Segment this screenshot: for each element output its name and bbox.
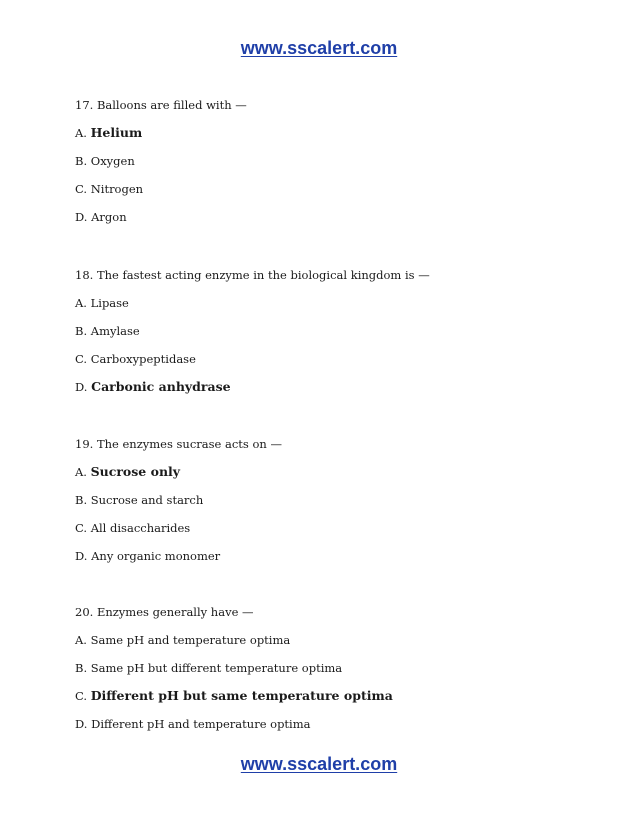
option-a <box>75 633 595 647</box>
footer-site-link[interactable]: www.sscalert.com <box>240 754 398 774</box>
option-prefix: A. <box>75 465 91 479</box>
option-text: All disaccharides <box>90 521 191 535</box>
question-17 <box>75 98 595 224</box>
option-prefix: C. <box>75 521 91 535</box>
option-text: Oxygen <box>90 154 135 168</box>
option-d <box>75 380 595 394</box>
option-b <box>75 324 595 338</box>
option-a <box>75 126 595 140</box>
option-c <box>75 352 595 366</box>
option-text: Different pH and temperature optima <box>91 717 311 731</box>
option-b <box>75 154 595 168</box>
header-site-link[interactable]: www.sscalert.com <box>240 38 398 58</box>
option-prefix: A. <box>75 296 91 310</box>
option-c <box>75 689 595 703</box>
option-text: Same pH but different temperature optima <box>90 661 343 675</box>
option-prefix: A. <box>75 633 91 647</box>
option-prefix: C. <box>75 689 91 703</box>
option-d <box>75 210 595 224</box>
option-prefix: B. <box>75 154 91 168</box>
option-prefix: D. <box>75 549 92 563</box>
correct-answer: Sucrose only <box>90 464 181 479</box>
option-prefix: B. <box>75 661 91 675</box>
option-b <box>75 493 595 507</box>
option-a <box>75 465 595 479</box>
option-text: Any organic monomer <box>91 549 221 563</box>
option-d <box>75 717 595 731</box>
option-text: Lipase <box>90 296 129 310</box>
option-prefix: D. <box>75 210 92 224</box>
correct-answer: Helium <box>90 125 143 140</box>
option-d <box>75 549 595 563</box>
option-c <box>75 521 595 535</box>
option-prefix: D. <box>75 717 92 731</box>
question-text: 20. Enzymes generally have — <box>75 605 254 619</box>
correct-answer: Different pH but same temperature optima <box>90 688 393 703</box>
option-c <box>75 182 595 196</box>
option-prefix: C. <box>75 182 91 196</box>
question-20 <box>75 605 595 731</box>
question-text: 19. The enzymes sucrase acts on — <box>75 437 282 451</box>
option-prefix: B. <box>75 324 91 338</box>
option-text: Carboxypeptidase <box>90 352 196 366</box>
option-prefix: D. <box>75 380 92 394</box>
question-text: 17. Balloons are filled with — <box>75 98 247 112</box>
option-prefix: B. <box>75 493 91 507</box>
option-text: Same pH and temperature optima <box>90 633 291 647</box>
question-text: 18. The fastest acting enzyme in the biological kingdom is — <box>75 268 430 282</box>
option-a <box>75 296 595 310</box>
option-text: Sucrose and starch <box>90 493 204 507</box>
option-text: Nitrogen <box>90 182 144 196</box>
option-prefix: C. <box>75 352 91 366</box>
option-prefix: A. <box>75 126 91 140</box>
correct-answer: Carbonic anhydrase <box>91 379 231 394</box>
question-18 <box>75 268 595 394</box>
option-text: Argon <box>91 210 127 224</box>
option-b <box>75 661 595 675</box>
question-19 <box>75 437 595 563</box>
option-text: Amylase <box>90 324 140 338</box>
